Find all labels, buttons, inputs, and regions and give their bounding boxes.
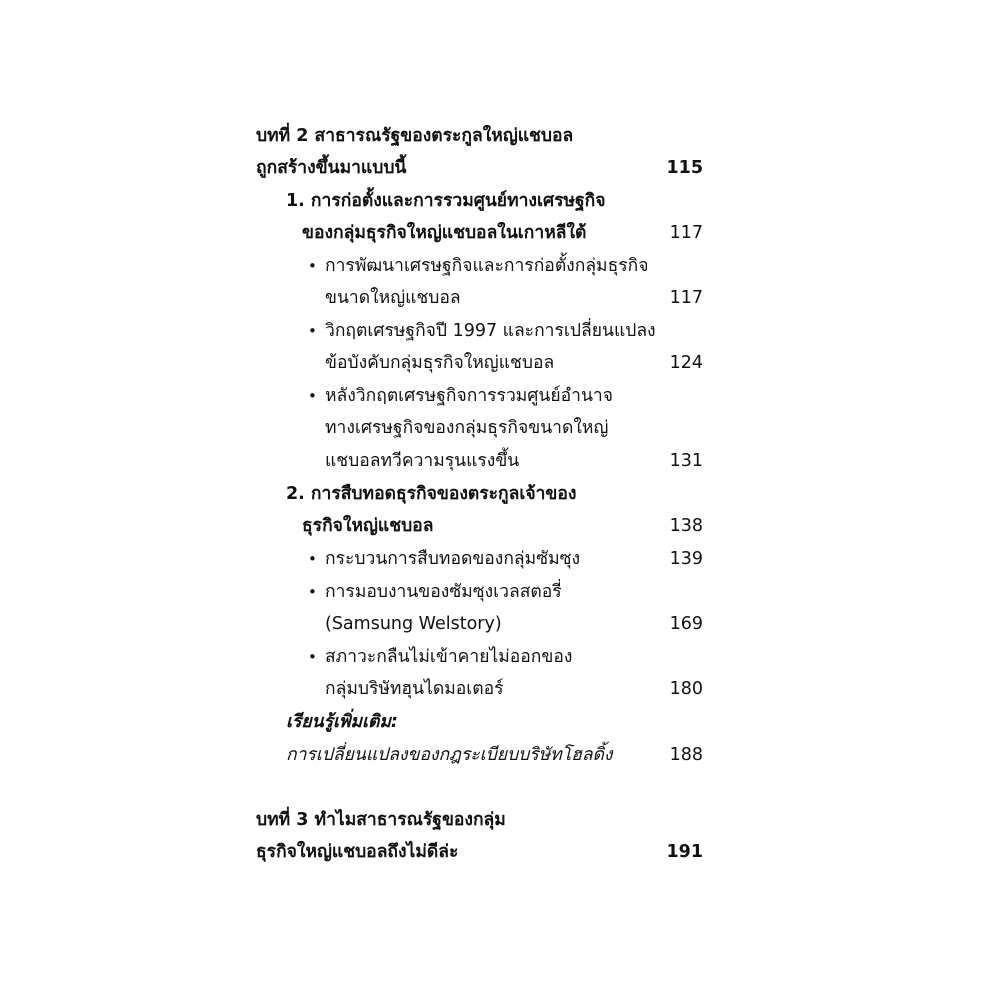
chapter-2-title [256,120,703,152]
chapter-3-title-row-2 [256,836,703,868]
bullet-icon: • [308,583,317,601]
toc-item [256,315,703,347]
item-text-line-1: การมอบงานของซัมซุงเวลสตอรี่ [325,582,562,602]
section-2-line-2: ธุรกิจใหญ่แชบอล [302,516,434,536]
bullet-icon: • [308,648,317,666]
item-page-number: 117 [669,288,703,308]
bullet-icon: • [308,550,317,568]
item-text-line-1: สภาวะกลืนไม่เข้าคายไม่ออกของ [325,647,573,667]
chapter-2-title-row-2 [256,152,703,184]
section-1-line-2: ของกลุ่มธุรกิจใหญ่แชบอลในเกาหลีใต้ [302,223,587,243]
toc-item [256,543,703,575]
item-page-number: 131 [669,451,703,471]
toc-item [256,641,703,673]
chapter-3-title [256,804,703,836]
section-2-heading [256,478,703,510]
section-1-page-number: 117 [669,223,703,243]
bullet-icon: • [308,257,317,275]
bullet-icon: • [308,387,317,405]
toc-item-row-2 [256,412,703,444]
bullet-icon: • [308,322,317,340]
chapter-2-title-line-1: บทที่ 2 สาธารณรัฐของตระกูลใหญ่แชบอล [256,126,574,146]
item-text-line-2: กลุ่มบริษัทฮุนไดมอเตอร์ [325,679,504,699]
section-2-page-number: 138 [669,516,703,536]
item-text-line-2: ทางเศรษฐกิจของกลุ่มธุรกิจขนาดใหญ่ [325,418,609,438]
item-text-line-1: การพัฒนาเศรษฐกิจและการก่อตั้งกลุ่มธุรกิจ [325,256,649,276]
chapter-2-page-number: 115 [666,158,703,178]
section-1-heading [256,185,703,217]
extra-reading-heading-text: เรียนรู้เพิ่มเติม: [286,712,398,732]
toc-item-row-2 [256,282,703,314]
toc-item-row-3 [256,445,703,477]
item-text-line-1: หลังวิกฤตเศรษฐกิจการรวมศูนย์อำนาจ [325,386,614,406]
chapter-3-title-line-2: ธุรกิจใหญ่แชบอลถึงไม่ดีล่ะ [256,842,459,862]
toc-item [256,380,703,412]
extra-reading-text: การเปลี่ยนแปลงของกฎระเบียบบริษัทโฮลดิ้ง [286,745,613,765]
chapter-3-page-number: 191 [666,842,703,862]
toc-item [256,250,703,282]
item-page-number: 180 [669,679,703,699]
section-2-heading-row-2 [256,510,703,542]
item-text-line-2: ข้อบังคับกลุ่มธุรกิจใหญ่แชบอล [325,353,555,373]
extra-reading-row [256,739,703,771]
item-text-line-2: ขนาดใหญ่แชบอล [325,288,461,308]
toc-item-row-2 [256,608,703,640]
item-page-number: 139 [669,549,703,569]
toc-item [256,576,703,608]
chapter-2-title-line-2: ถูกสร้างขึ้นมาแบบนี้ [256,158,407,178]
item-text-line-1: วิกฤตเศรษฐกิจปี 1997 และการเปลี่ยนแปลง [325,321,656,341]
section-1-line-1: 1. การก่อตั้งและการรวมศูนย์ทางเศรษฐกิจ [286,191,606,211]
chapter-3-title-line-1: บทที่ 3 ทำไมสาธารณรัฐของกลุ่ม [256,810,506,830]
section-1-heading-row-2 [256,217,703,249]
toc-item-row-2 [256,673,703,705]
extra-reading-heading [256,706,703,738]
item-text-line-1: กระบวนการสืบทอดของกลุ่มซัมซุง [325,549,581,569]
extra-reading-page-number: 188 [669,745,703,765]
toc-item-row-2 [256,347,703,379]
item-text-line-2: (Samsung Welstory) [325,614,502,634]
item-page-number: 124 [669,353,703,373]
item-page-number: 169 [669,614,703,634]
section-2-line-1: 2. การสืบทอดธุรกิจของตระกูลเจ้าของ [286,484,577,504]
item-text-line-3: แชบอลทวีความรุนแรงขึ้น [325,451,520,471]
